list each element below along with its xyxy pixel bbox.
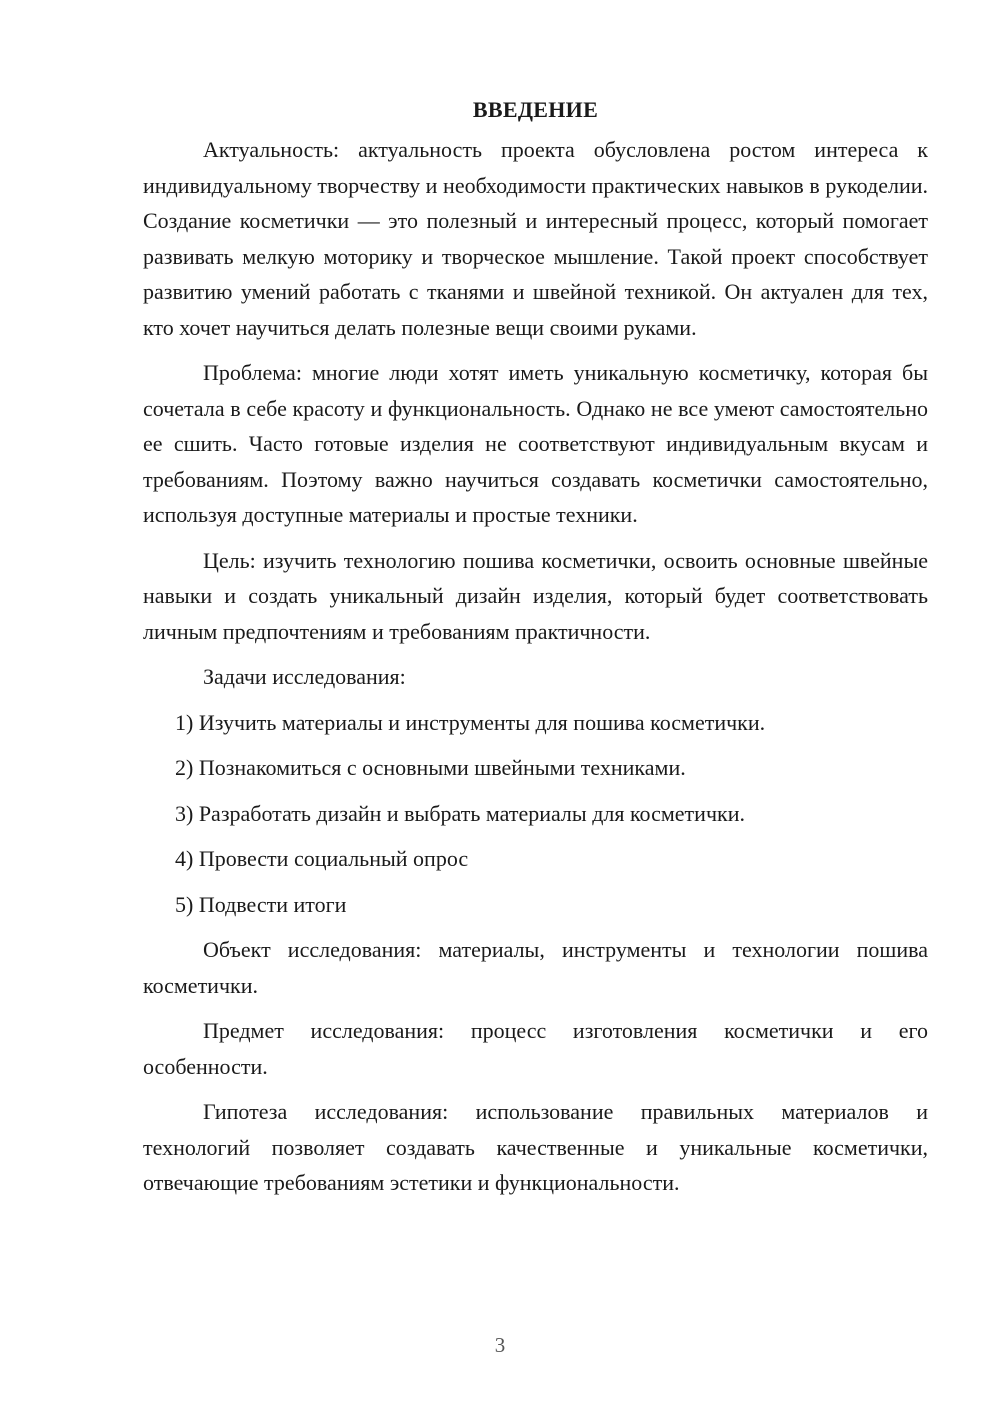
problem-paragraph: Проблема: многие люди хотят иметь уникальную косметичку, которая бы сочетала в себе красоту и функциональность. Однако не все умеют самостоятельно ее сшить. Часто готовые изделия не соответствуют индивидуальным вкусам и требованиям. Поэтому важно научиться создавать косметички самостоятельно, используя доступные материалы и простые техники. <box>143 360 928 527</box>
goal-paragraph: Цель: изучить технологию пошива косметички, освоить основные швейные навыки и создать уникальный дизайн изделия, который будет соответствовать личным предпочтениям и требованиям практичности. <box>143 547 928 644</box>
subject-paragraph: Предмет исследования: процесс изготовления косметички и его особенности. <box>143 1018 928 1079</box>
page-number: 3 <box>494 1333 506 1357</box>
task-item-2: 2) Познакомиться с основными швейными техниками. <box>175 755 686 780</box>
object-paragraph: Объект исследования: материалы, инструменты и технологии пошива косметички. <box>143 937 928 998</box>
document-page <box>143 92 928 1211</box>
task-item-4: 4) Провести социальный опрос <box>175 846 469 871</box>
page-title: ВВЕДЕНИЕ <box>472 97 599 122</box>
relevance-paragraph: Актуальность: актуальность проекта обусловлена ростом интереса к индивидуальному творчеству и необходимости практических навыков в рукоделии. Создание косметички — это полезный и интересный процесс, который помогает развивать мелкую моторику и творческое мышление. Такой проект способствует развитию умений работать с тканями и швейной техникой. Он актуален для тех, кто хочет научиться делать полезные вещи своими руками. <box>143 137 928 340</box>
task-item-1: 1) Изучить материалы и инструменты для пошива косметички. <box>175 709 766 735</box>
task-item-5: 5) Подвести итоги <box>175 891 347 917</box>
tasks-heading: Задачи исследования: <box>203 664 406 689</box>
task-item-3: 3) Разработать дизайн и выбрать материалы для косметички. <box>175 800 745 826</box>
hypothesis-paragraph: Гипотеза исследования: использование правильных материалов и технологий позволяет создавать качественные и уникальные косметички, отвечающие требованиям эстетики и функциональности. <box>143 1099 928 1195</box>
